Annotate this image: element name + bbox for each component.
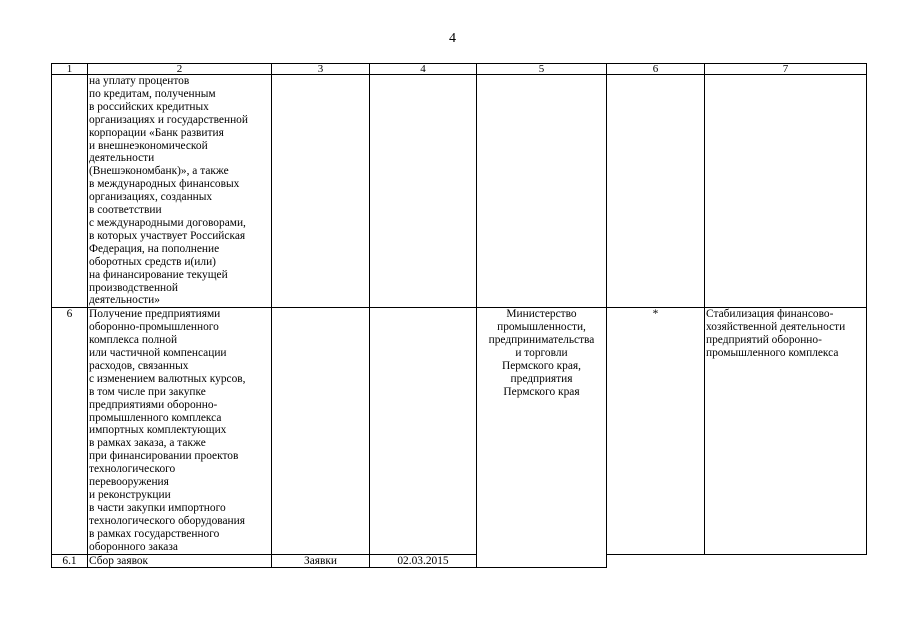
column-header: 3 (272, 64, 370, 75)
column-header: 1 (52, 64, 88, 75)
column-header: 6 (607, 64, 705, 75)
row-cell: 02.03.2015 (370, 554, 477, 568)
row-cell (272, 75, 370, 308)
column-header: 5 (477, 64, 607, 75)
table-header-row (52, 64, 867, 75)
empty-cell (705, 554, 867, 568)
column-header: 7 (705, 64, 867, 75)
row-cell (607, 75, 705, 308)
row-cell (705, 75, 867, 308)
page-number: 4 (449, 31, 456, 46)
row-cell (477, 75, 607, 308)
row-cell (370, 75, 477, 308)
column-header: 2 (88, 64, 272, 75)
row-cell (370, 308, 477, 554)
empty-cell (607, 554, 705, 568)
expected-result-cell: Стабилизация финансово- хозяйственной деятельности предприятий оборонно- промышленного комплекса (705, 308, 867, 554)
row-description: Сбор заявок (88, 554, 272, 568)
responsible-party-cell: Министерство промышленности, предпринимательства и торговли Пермского края, предприятия Пермского края (477, 308, 607, 568)
table-row (52, 308, 867, 554)
row-cell: * (607, 308, 705, 554)
row-description: Получение предприятиями оборонно-промышленного комплекса полной или частичной компенсации расходов, связанных с изменением валютных курсов, в том числе при закупке предприятиями оборонно- промышленного комплекса импортных комплектующих в рамках заказа, а также при финансировании проектов технологического перевооружения и реконструкции в части закупки импортного технологического оборудования в рамках государственного оборонного заказа (88, 308, 272, 554)
row-description: на уплату процентов по кредитам, полученным в российских кредитных организациях и государственной корпорации «Банк развития и внешнеэкономической деятельности (Внешэкономбанк)», а также в международных финансовых организациях, созданных в соответствии с международными договорами, в которых участвует Российская Федерация, на пополнение оборотных средств и(или) на финансирование текущей производственной деятельности» (88, 75, 272, 308)
plan-table (51, 63, 867, 568)
table-row (52, 75, 867, 308)
row-cell: Заявки (272, 554, 370, 568)
table-row (52, 554, 867, 568)
row-number (52, 75, 88, 308)
row-number: 6 (52, 308, 88, 554)
column-header: 4 (370, 64, 477, 75)
row-cell (272, 308, 370, 554)
row-number: 6.1 (52, 554, 88, 568)
